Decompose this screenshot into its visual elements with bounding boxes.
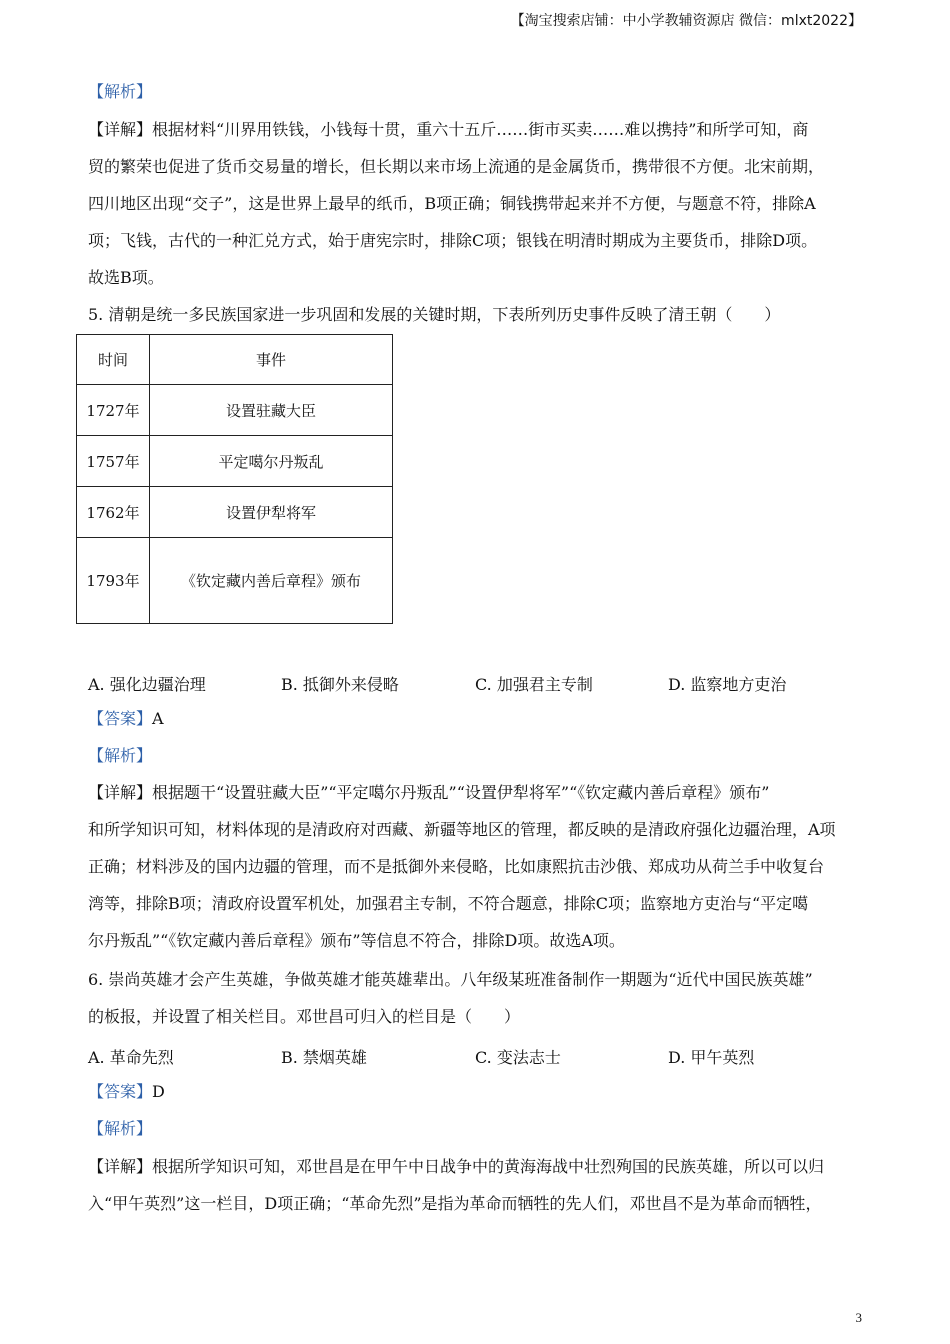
q4-detail-line: 故选B项。	[88, 268, 164, 287]
table-row	[77, 487, 393, 538]
q5-stem: 5. 清朝是统一多民族国家进一步巩固和发展的关键时期，下表所列历史事件反映了清王朝（ ）	[88, 305, 781, 324]
q5-detail-line: 和所学知识可知，材料体现的是清政府对西藏、新疆等地区的管理，都反映的是清政府强化边疆治理，A项	[88, 820, 836, 839]
q5-detail-line: 【详解】根据题干“设置驻藏大臣”“平定噶尔丹叛乱”“设置伊犁将军”“《钦定藏内善后章程》颁布”	[88, 783, 770, 802]
q5-option-d: D. 监察地方吏治	[668, 675, 787, 694]
q5-answer: 【答案】A	[88, 709, 164, 728]
q4-detail-line: 贸的繁荣也促进了货币交易量的增长，但长期以来市场上流通的是金属货币，携带很不方便。北宋前期，	[88, 157, 825, 176]
header-watermark: 【淘宝搜索店铺：中小学教辅资源店 微信：mlxt2022】	[510, 13, 862, 29]
q6-option-b: B. 禁烟英雄	[281, 1048, 367, 1067]
q6-stem-line: 6. 崇尚英雄才会产生英雄，争做英雄才能英雄辈出。八年级某班准备制作一期题为“近代中国民族英雄”	[88, 970, 813, 989]
q6-detail-line: 入“甲午英烈”这一栏目，D项正确；“革命先烈”是指为革命而牺牲的先人们，邓世昌不是为革命而牺牲，	[88, 1194, 822, 1213]
table-cell-year: 1727年	[77, 385, 150, 436]
q6-option-c: C. 变法志士	[475, 1048, 561, 1067]
table-cell-year: 1762年	[77, 487, 150, 538]
q6-detail-line: 【详解】根据所学知识可知，邓世昌是在甲午中日战争中的黄海海战中壮烈殉国的民族英雄，所以可以归	[88, 1157, 825, 1176]
table-cell-year: 1757年	[77, 436, 150, 487]
q4-detail-line: 项；飞钱，古代的一种汇兑方式，始于唐宪宗时，排除C项；银钱在明清时期成为主要货币，排除D项。	[88, 231, 818, 250]
q6-answer: 【答案】D	[88, 1082, 165, 1101]
q5-detail-line: 湾等，排除B项；清政府设置军机处，加强君主专制，不符合题意，排除C项；监察地方吏治与“平定噶	[88, 894, 809, 913]
table-row	[77, 385, 393, 436]
table-cell-event: 设置驻藏大臣	[150, 385, 393, 436]
q6-option-a: A. 革命先烈	[88, 1048, 174, 1067]
q4-analysis-tag: 【解析】	[88, 82, 153, 101]
table-row	[77, 436, 393, 487]
table-cell-year: 1793年	[77, 538, 150, 624]
table-row	[77, 538, 393, 624]
table-cell-event: 《钦定藏内善后章程》颁布	[150, 538, 393, 624]
q5-analysis-tag: 【解析】	[88, 746, 153, 765]
q6-analysis-tag: 【解析】	[88, 1119, 153, 1138]
table-cell-event: 设置伊犁将军	[150, 487, 393, 538]
q5-detail-line: 正确；材料涉及的国内边疆的管理，而不是抵御外来侵略，比如康熙抗击沙俄、郑成功从荷兰手中收复台	[88, 857, 825, 876]
table-header-time: 时间	[77, 335, 150, 385]
page-number: 3	[855, 1310, 862, 1325]
q5-option-b: B. 抵御外来侵略	[281, 675, 399, 694]
q5-event-table	[76, 334, 393, 624]
table-cell-event: 平定噶尔丹叛乱	[150, 436, 393, 487]
q5-option-a: A. 强化边疆治理	[88, 675, 206, 694]
table-header-event: 事件	[150, 335, 393, 385]
q4-detail-line: 四川地区出现“交子”，这是世界上最早的纸币，B项正确；铜钱携带起来并不方便，与题意不符，排除A	[88, 194, 816, 213]
q5-detail-line: 尔丹叛乱”“《钦定藏内善后章程》颁布”等信息不符合，排除D项。故选A项。	[88, 931, 625, 950]
table-header-row	[77, 335, 393, 385]
q6-stem-line: 的板报，并设置了相关栏目。邓世昌可归入的栏目是（ ）	[88, 1007, 521, 1026]
q4-detail-line: 【详解】根据材料“川界用铁钱，小钱每十贯，重六十五斤……街市买卖……难以携持”和所学可知，商	[88, 120, 809, 139]
q5-option-c: C. 加强君主专制	[475, 675, 593, 694]
q6-option-d: D. 甲午英烈	[668, 1048, 755, 1067]
